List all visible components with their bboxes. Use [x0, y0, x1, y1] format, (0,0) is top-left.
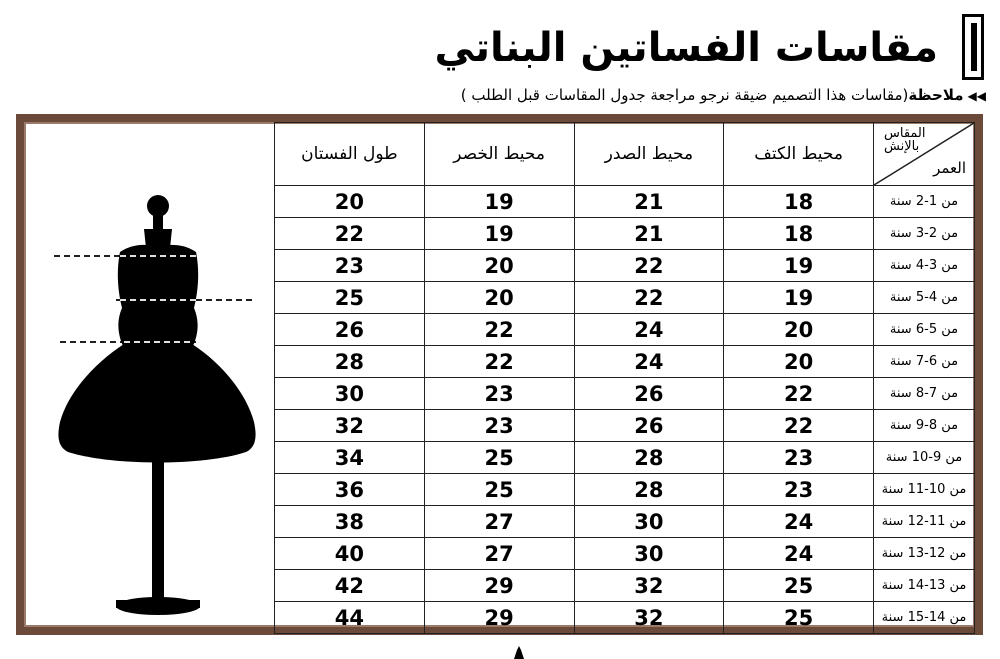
table-row: [275, 250, 975, 282]
size-value-cell: 22: [724, 378, 874, 410]
size-value-cell: 20: [275, 186, 425, 218]
size-value-cell: 25: [724, 602, 874, 634]
table-row: [275, 186, 975, 218]
size-value-cell: 22: [574, 250, 724, 282]
size-value-cell: 22: [424, 314, 574, 346]
corner-label-age: العمر: [933, 159, 966, 177]
size-value-cell: 20: [724, 314, 874, 346]
age-cell: من 9-10 سنة: [874, 442, 975, 474]
size-value-cell: 27: [424, 506, 574, 538]
corner-label-measure: [884, 127, 926, 153]
column-header: محيط الخصر: [424, 123, 574, 186]
table-row: [275, 538, 975, 570]
age-cell: من 5-6 سنة: [874, 314, 975, 346]
table-header-row: [275, 123, 975, 186]
table-corner-cell: [874, 123, 975, 186]
size-value-cell: 20: [424, 250, 574, 282]
size-value-cell: 24: [574, 314, 724, 346]
size-value-cell: 18: [724, 218, 874, 250]
size-value-cell: 28: [574, 442, 724, 474]
size-value-cell: 34: [275, 442, 425, 474]
size-value-cell: 23: [424, 410, 574, 442]
table-row: [275, 378, 975, 410]
size-value-cell: 30: [574, 538, 724, 570]
table-row: [275, 410, 975, 442]
size-value-cell: 19: [724, 282, 874, 314]
table-row: [275, 506, 975, 538]
column-header: طول الفستان: [275, 123, 425, 186]
size-value-cell: 26: [574, 410, 724, 442]
size-value-cell: 25: [724, 570, 874, 602]
size-value-cell: 21: [574, 186, 724, 218]
size-value-cell: 19: [424, 218, 574, 250]
size-value-cell: 26: [574, 378, 724, 410]
corner-label-measure-text: المقاس بالإنش: [884, 126, 926, 154]
size-value-cell: 23: [724, 474, 874, 506]
table-row: [275, 314, 975, 346]
size-value-cell: 29: [424, 602, 574, 634]
table-row: [275, 346, 975, 378]
size-value-cell: 20: [724, 346, 874, 378]
page-title: مقاسات الفساتين البناتي: [434, 25, 938, 71]
size-value-cell: 26: [275, 314, 425, 346]
table-row: [275, 570, 975, 602]
age-cell: من 3-4 سنة: [874, 250, 975, 282]
size-value-cell: 44: [275, 602, 425, 634]
table-row: [275, 602, 975, 634]
size-value-cell: 23: [724, 442, 874, 474]
age-cell: من 6-7 سنة: [874, 346, 975, 378]
age-cell: من 12-13 سنة: [874, 538, 975, 570]
table-row: [275, 474, 975, 506]
dress-mannequin-icon: [24, 122, 274, 627]
age-cell: من 14-15 سنة: [874, 602, 975, 634]
size-value-cell: 32: [574, 570, 724, 602]
size-value-cell: 28: [574, 474, 724, 506]
note-label: ملاحظة: [908, 86, 964, 104]
size-value-cell: 30: [574, 506, 724, 538]
size-value-cell: 19: [424, 186, 574, 218]
size-value-cell: 32: [275, 410, 425, 442]
size-value-cell: 23: [275, 250, 425, 282]
age-cell: من 4-5 سنة: [874, 282, 975, 314]
size-value-cell: 19: [724, 250, 874, 282]
table-row: [275, 218, 975, 250]
age-cell: من 13-14 سنة: [874, 570, 975, 602]
age-cell: من 2-3 سنة: [874, 218, 975, 250]
column-header: محيط الكتف: [724, 123, 874, 186]
size-table: [274, 122, 975, 634]
size-value-cell: 27: [424, 538, 574, 570]
title-bracket-decoration: [962, 14, 984, 80]
age-cell: من 1-2 سنة: [874, 186, 975, 218]
size-value-cell: 22: [275, 218, 425, 250]
age-cell: من 7-8 سنة: [874, 378, 975, 410]
size-value-cell: 30: [275, 378, 425, 410]
size-value-cell: 21: [574, 218, 724, 250]
size-value-cell: 25: [275, 282, 425, 314]
size-value-cell: 24: [724, 538, 874, 570]
size-value-cell: 22: [724, 410, 874, 442]
size-value-cell: 18: [724, 186, 874, 218]
bottom-edge-mark-icon: [512, 646, 526, 659]
note-text: (مقاسات هذا التصميم ضيقة نرجو مراجعة جدول المقاسات قبل الطلب ): [460, 86, 909, 104]
age-cell: من 8-9 سنة: [874, 410, 975, 442]
size-chart-frame: [16, 114, 983, 635]
age-cell: من 11-12 سنة: [874, 506, 975, 538]
size-value-cell: 22: [424, 346, 574, 378]
double-arrow-left-icon: ◀◀: [967, 89, 986, 103]
size-value-cell: 20: [424, 282, 574, 314]
size-value-cell: 24: [574, 346, 724, 378]
column-header: محيط الصدر: [574, 123, 724, 186]
size-value-cell: 36: [275, 474, 425, 506]
table-row: [275, 282, 975, 314]
size-value-cell: 25: [424, 442, 574, 474]
size-value-cell: 29: [424, 570, 574, 602]
age-cell: من 10-11 سنة: [874, 474, 975, 506]
size-value-cell: 23: [424, 378, 574, 410]
size-value-cell: 40: [275, 538, 425, 570]
size-value-cell: 32: [574, 602, 724, 634]
size-value-cell: 28: [275, 346, 425, 378]
size-value-cell: 42: [275, 570, 425, 602]
size-value-cell: 24: [724, 506, 874, 538]
size-value-cell: 38: [275, 506, 425, 538]
table-row: [275, 442, 975, 474]
note-line: [461, 82, 986, 109]
size-value-cell: 25: [424, 474, 574, 506]
size-value-cell: 22: [574, 282, 724, 314]
